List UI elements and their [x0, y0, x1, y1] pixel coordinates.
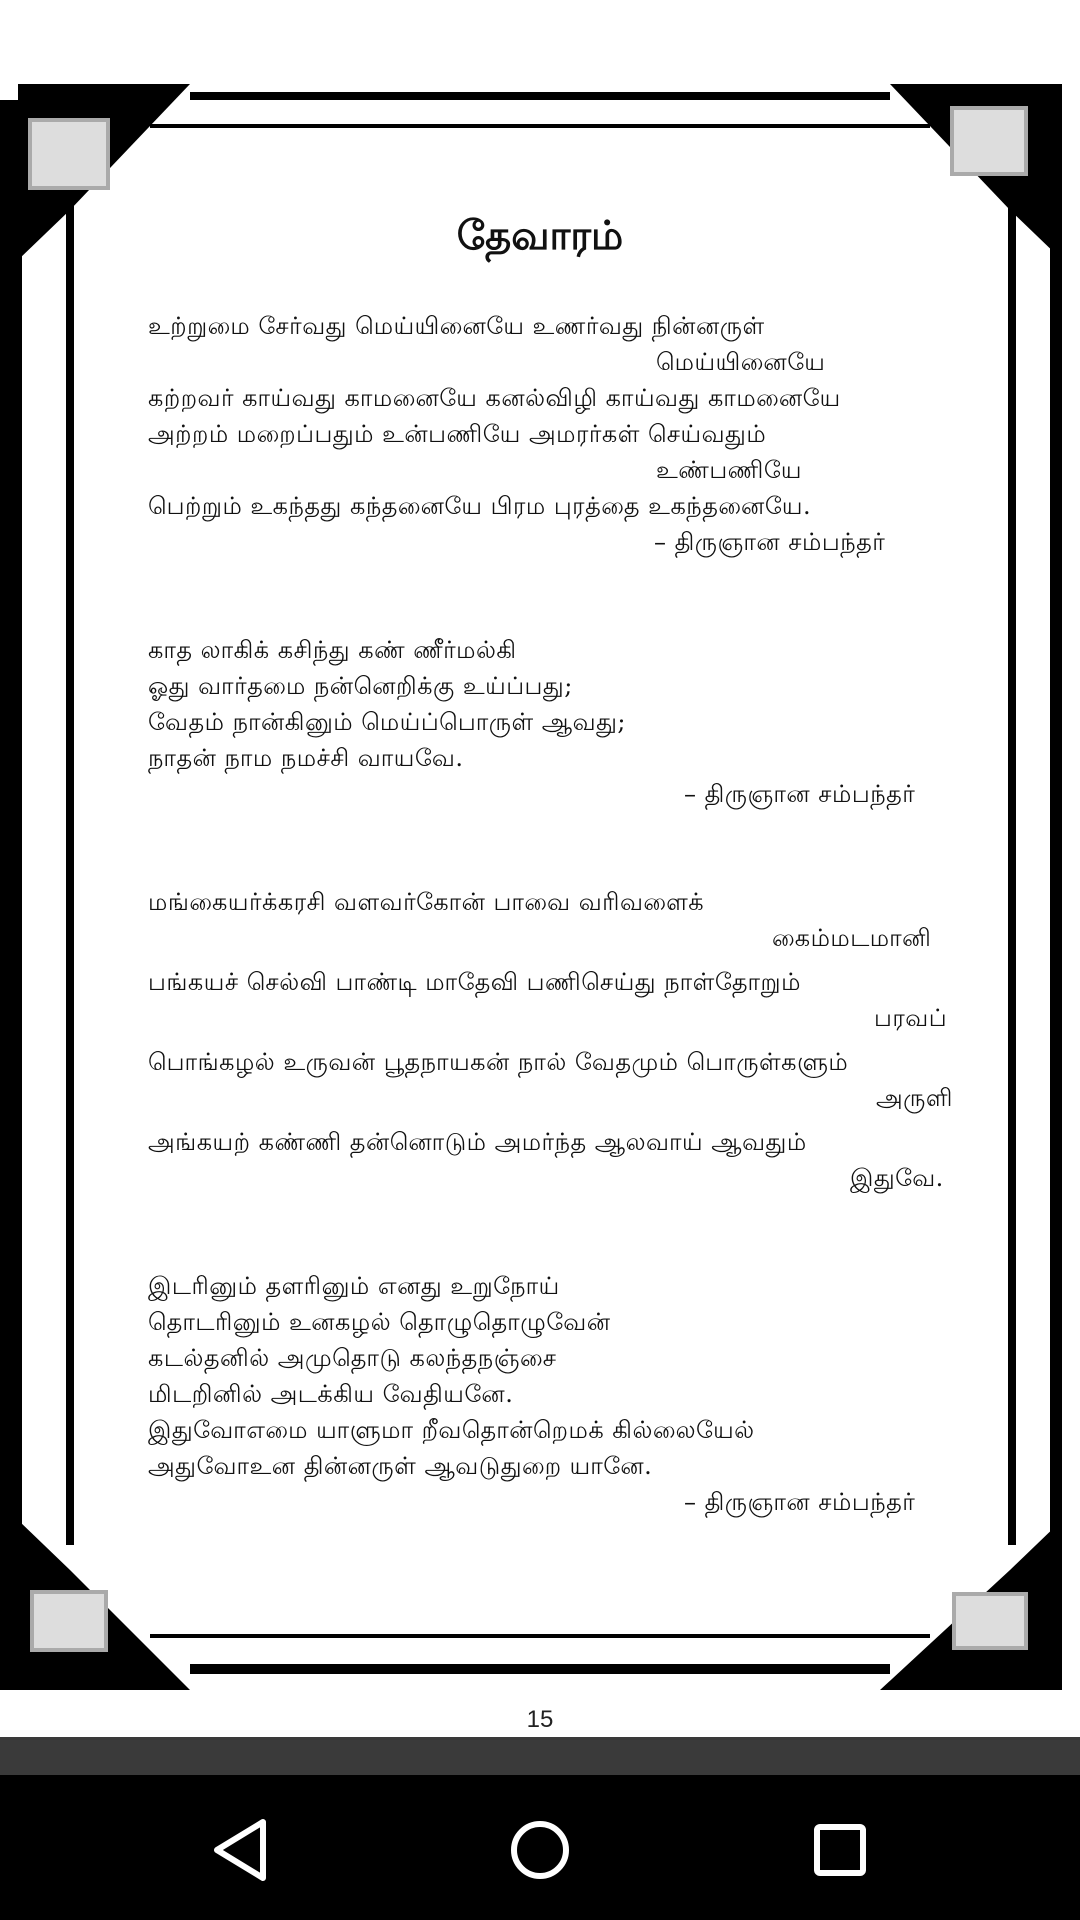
bottom-divider-strip	[0, 1737, 1080, 1775]
author-attribution: – திருஞான சம்பந்தர்	[684, 780, 916, 808]
verse-line: வேதம் நான்கினும் மெய்ப்பொருள் ஆவது;	[148, 708, 626, 736]
verse-line: உற்றுமை சேர்வது மெய்யினையே உணர்வது நின்னருள்	[148, 312, 765, 340]
verse-line: மிடறினில் அடக்கிய வேதியனே.	[148, 1380, 514, 1408]
author-attribution: – திருஞான சம்பந்தர்	[684, 1488, 916, 1516]
verse-line: இடரினும் தளரினும் எனது உறுநோய்	[148, 1272, 560, 1300]
verse-line: அருளி	[876, 1084, 953, 1112]
verse-line: கைம்மடமானி	[772, 924, 932, 952]
back-icon[interactable]	[195, 1805, 285, 1895]
verse-line: பங்கயச் செல்வி பாண்டி மாதேவி பணிசெய்து நாள்தோறும்	[148, 968, 801, 996]
verse-line: தொடரினும் உனகழல் தொழுதொழுவேன்	[148, 1308, 611, 1336]
verse-line: பெற்றும் உகந்தது கந்தனையே பிரம புரத்தை உகந்தனையே.	[148, 492, 812, 520]
android-navigation-bar	[0, 1775, 1080, 1920]
verse-line: கற்றவர் காய்வது காமனையே கனல்விழி காய்வது காமனையே	[148, 384, 841, 412]
verse-line: அங்கயற் கண்ணி தன்னொடும் அமர்ந்த ஆலவாய் ஆவதும்	[148, 1128, 807, 1156]
verse-line: மங்கையர்க்கரசி வளவர்கோன் பாவை வரிவளைக்	[148, 888, 705, 916]
author-attribution: – திருஞான சம்பந்தர்	[654, 528, 886, 556]
verse-line: உண்பணியே	[656, 456, 802, 484]
verse-line: இதுவே.	[850, 1164, 944, 1192]
verse-line: கடல்தனில் அமுதொடு கலந்தநஞ்சை	[148, 1344, 557, 1372]
page-number: 15	[526, 1706, 554, 1733]
verse-line: காத லாகிக் கசிந்து கண் ணீர்மல்கி	[148, 636, 517, 664]
verse-line: பரவப்	[874, 1004, 948, 1032]
verse-line: ஓது வார்தமை நன்னெறிக்கு உய்ப்பது;	[148, 672, 573, 700]
verse-line: அற்றம் மறைப்பதும் உன்பணியே அமரர்கள் செய்வதும்	[148, 420, 767, 448]
home-icon[interactable]	[495, 1805, 585, 1895]
verse-line: அதுவோஉன தின்னருள் ஆவடுதுறை யானே.	[148, 1452, 653, 1480]
verse-line: பொங்கழல் உருவன் பூதநாயகன் நால் வேதமும் பொருள்களும்	[148, 1048, 849, 1076]
recents-icon[interactable]	[795, 1805, 885, 1895]
verse-line: நாதன் நாம நமச்சி வாயவே.	[148, 744, 464, 772]
document-title: தேவாரம்	[456, 212, 624, 259]
verse-line: இதுவோஎமை யாளுமா றீவதொன்றெமக் கில்லையேல்	[148, 1416, 755, 1444]
verse-line: மெய்யினையே	[656, 348, 826, 376]
